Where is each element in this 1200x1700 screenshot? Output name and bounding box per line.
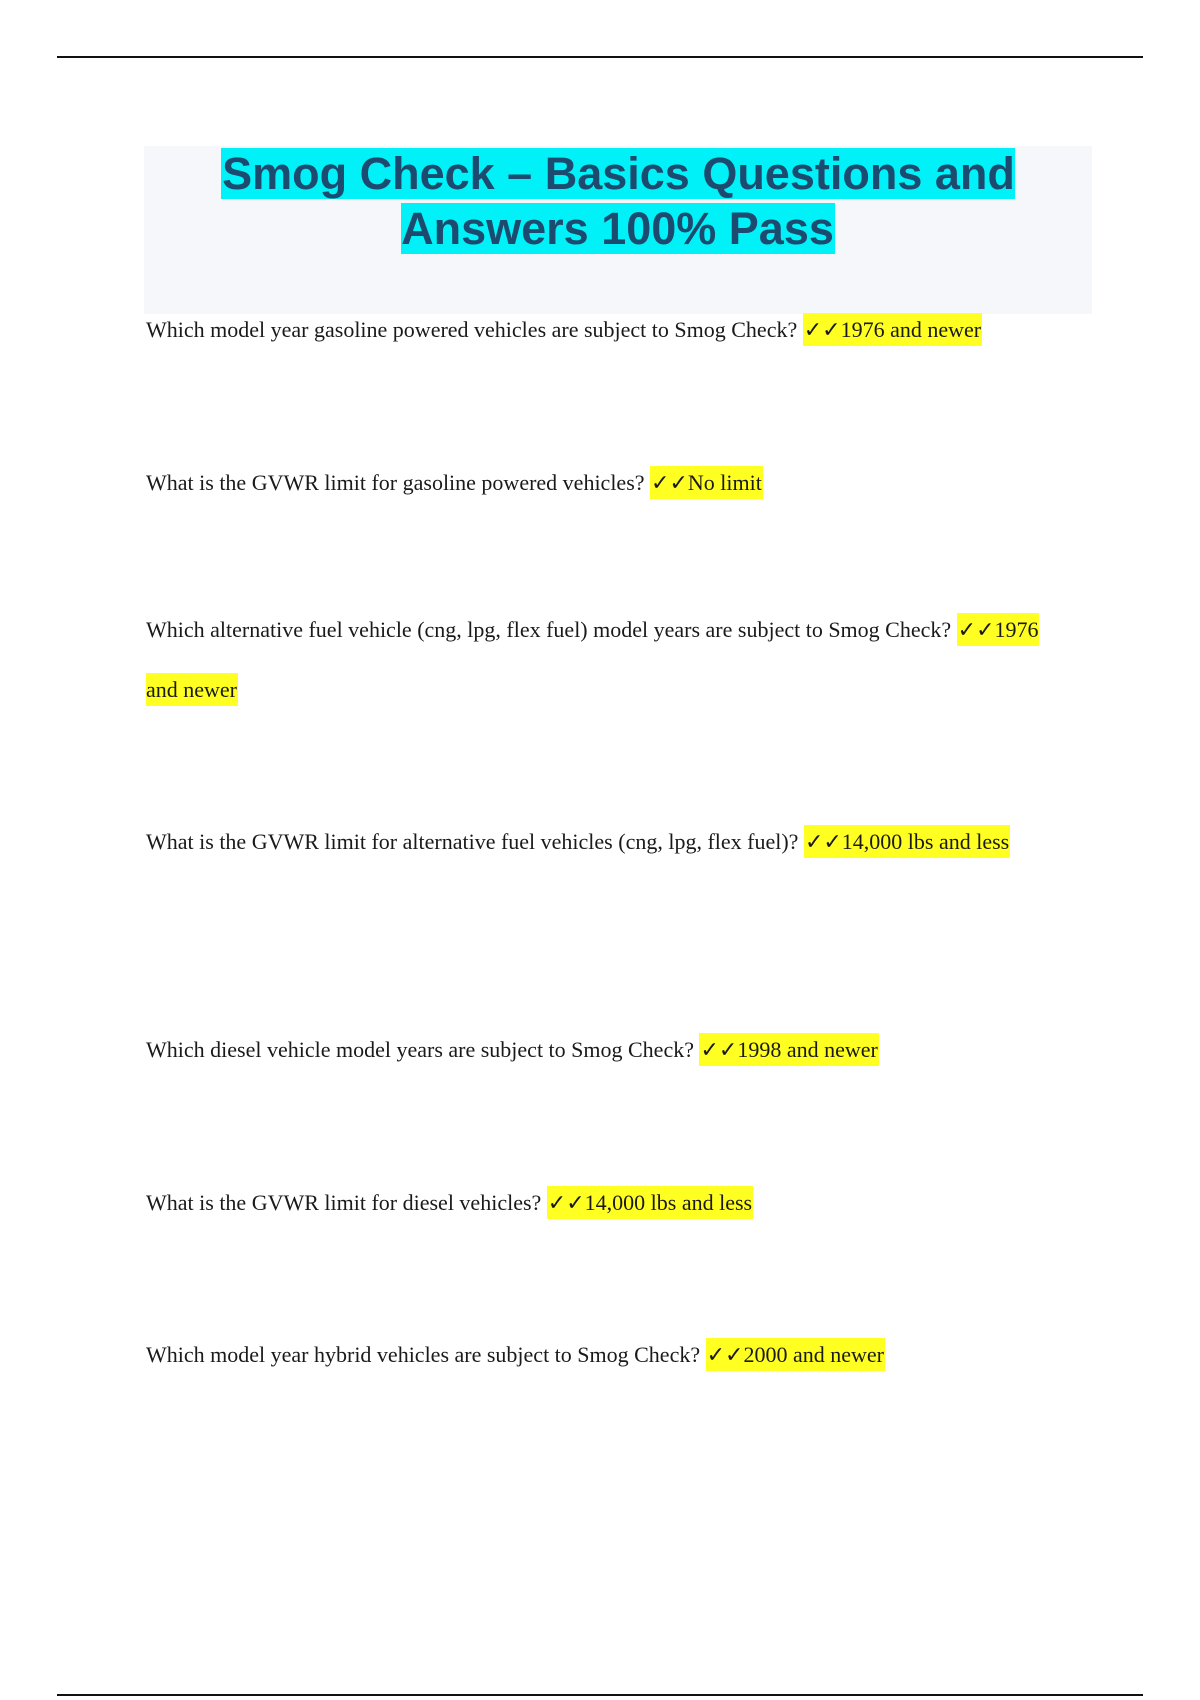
qa-item-1: [146, 300, 1066, 360]
page-top-rule: [57, 56, 1143, 58]
answer-text: ✓✓No limit: [650, 466, 763, 499]
qa-item-2: [146, 453, 1066, 513]
answer-text: ✓✓2000 and newer: [706, 1338, 885, 1371]
document-title-text: Smog Check – Basics Questions and Answers 100% Pass: [222, 148, 1015, 254]
qa-item-7: [146, 1325, 1066, 1385]
question-text: What is the GVWR limit for gasoline powered vehicles?: [146, 470, 645, 495]
qa-item-4: [146, 812, 1066, 872]
question-text: Which model year hybrid vehicles are subject to Smog Check?: [146, 1342, 701, 1367]
answer-text: ✓✓1976 and newer: [146, 613, 1039, 706]
question-text: Which diesel vehicle model years are subject to Smog Check?: [146, 1037, 694, 1062]
answer-text: ✓✓14,000 lbs and less: [547, 1186, 753, 1219]
page-bottom-rule: [57, 1694, 1143, 1696]
answer-text: ✓✓1998 and newer: [699, 1033, 878, 1066]
document-title: [144, 146, 1092, 256]
answer-text: ✓✓14,000 lbs and less: [804, 825, 1010, 858]
question-text: Which alternative fuel vehicle (cng, lpg, flex fuel) model years are subject to Smog Check?: [146, 617, 952, 642]
question-text: What is the GVWR limit for diesel vehicles?: [146, 1190, 542, 1215]
question-text: What is the GVWR limit for alternative fuel vehicles (cng, lpg, flex fuel)?: [146, 829, 799, 854]
qa-item-6: [146, 1173, 1066, 1233]
question-text: Which model year gasoline powered vehicles are subject to Smog Check?: [146, 317, 798, 342]
answer-text: ✓✓1976 and newer: [803, 313, 982, 346]
qa-item-3: [146, 600, 1066, 720]
qa-item-5: [146, 1020, 1066, 1080]
